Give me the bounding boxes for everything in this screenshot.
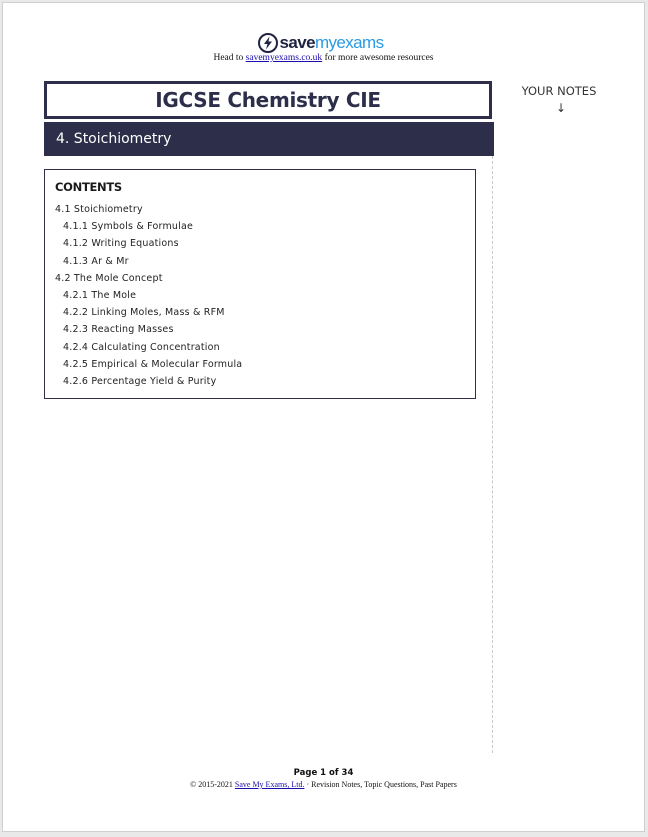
chapter-banner bbox=[44, 122, 494, 156]
contents-item[interactable]: 4.1 Stoichiometry bbox=[55, 204, 143, 215]
lightning-bolt-icon bbox=[258, 33, 278, 53]
notes-column-divider bbox=[492, 156, 493, 753]
logo-wordmark bbox=[280, 33, 384, 53]
savemyexams-link[interactable]: savemyexams.co.uk bbox=[245, 53, 323, 63]
contents-item[interactable]: 4.2.5 Empirical & Molecular Formula bbox=[63, 358, 243, 370]
document-page bbox=[2, 2, 645, 832]
contents-item[interactable]: 4.1.3 Ar & Mr bbox=[63, 255, 129, 267]
save-my-exams-logo[interactable] bbox=[0, 33, 641, 53]
contents-item[interactable]: 4.2.4 Calculating Concentration bbox=[63, 341, 220, 353]
arrow-down-icon: ↓ bbox=[556, 101, 567, 115]
header-tagline bbox=[3, 53, 644, 63]
contents-item[interactable]: 4.2.1 The Mole bbox=[63, 289, 137, 301]
document-title-box bbox=[44, 81, 492, 119]
contents-heading: CONTENTS bbox=[55, 180, 122, 194]
contents-item[interactable]: 4.2.6 Percentage Yield & Purity bbox=[63, 375, 217, 387]
contents-list bbox=[55, 201, 242, 390]
copyright-line bbox=[3, 780, 644, 789]
document-title: IGCSE Chemistry CIE bbox=[155, 88, 381, 112]
contents-box bbox=[44, 169, 476, 399]
contents-item[interactable]: 4.2.3 Reacting Masses bbox=[63, 324, 174, 336]
logo-exams-text: exams bbox=[336, 33, 384, 52]
tagline-suffix: for more awesome resources bbox=[322, 53, 434, 63]
your-notes-label: YOUR NOTES bbox=[521, 84, 597, 98]
logo-my-text: my bbox=[314, 33, 337, 52]
copyright-prefix: © 2015-2021 bbox=[190, 780, 235, 789]
chapter-title: 4. Stoichiometry bbox=[56, 131, 172, 147]
copyright-suffix: · Revision Notes, Topic Questions, Past Papers bbox=[304, 780, 457, 789]
save-my-exams-ltd-link[interactable]: Save My Exams, Ltd. bbox=[234, 780, 305, 789]
contents-item[interactable]: 4.1.2 Writing Equations bbox=[63, 238, 179, 250]
logo-save-text: save bbox=[279, 33, 315, 52]
tagline-prefix: Head to bbox=[213, 53, 246, 63]
contents-item[interactable]: 4.2.2 Linking Moles, Mass & RFM bbox=[63, 307, 225, 319]
contents-item[interactable]: 4.1.1 Symbols & Formulae bbox=[63, 221, 194, 233]
page-number: Page 1 of 34 bbox=[293, 768, 354, 778]
contents-item[interactable]: 4.2 The Mole Concept bbox=[55, 272, 163, 284]
